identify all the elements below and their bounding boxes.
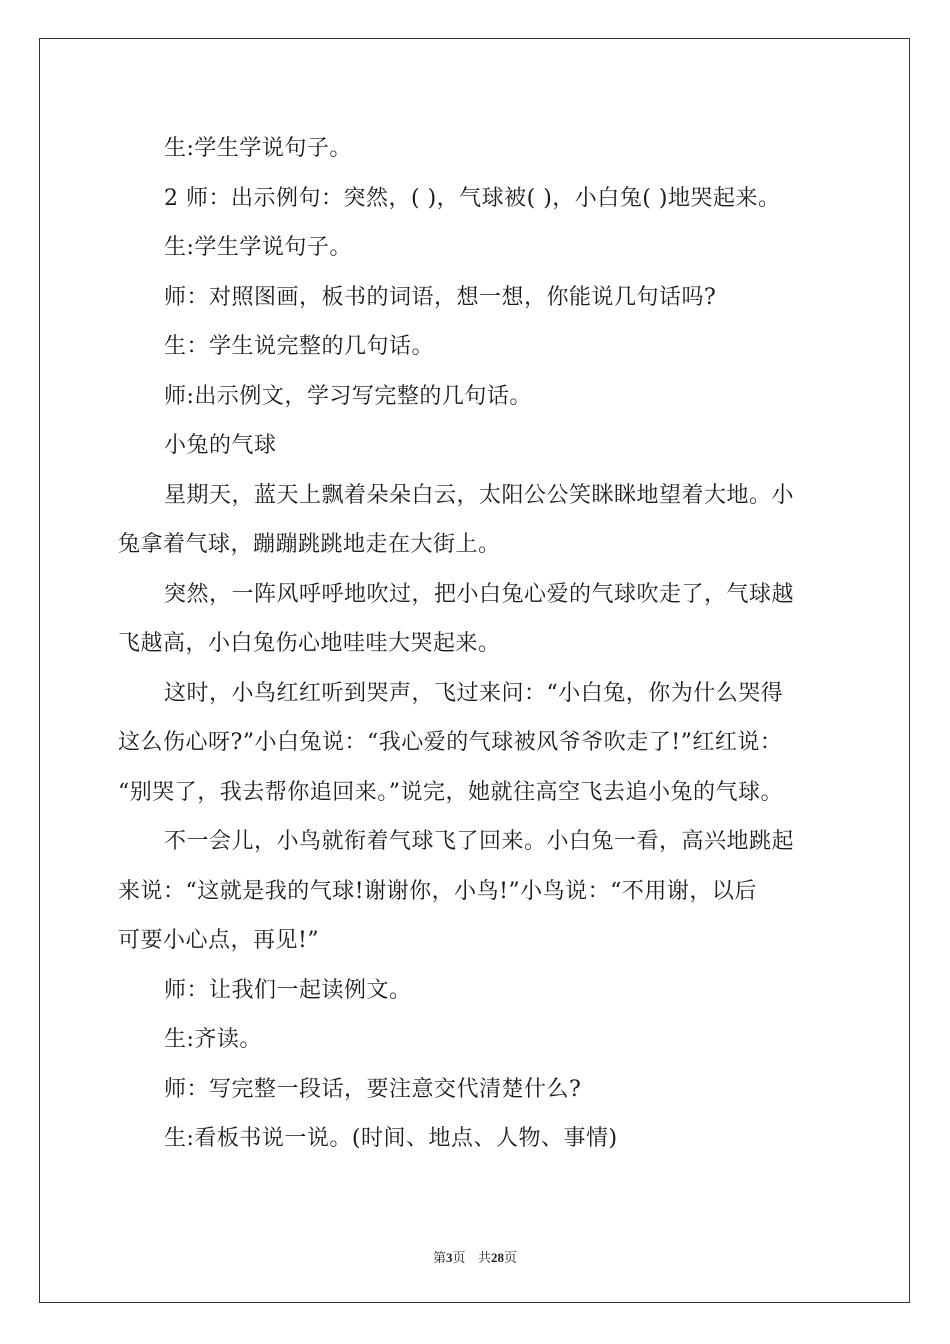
paragraph-line: 来说：“这就是我的气球!谢谢你，小鸟!”小鸟说：“不用谢，以后 — [118, 878, 757, 904]
paragraph-line: 师:出示例文，学习写完整的几句话。 — [164, 383, 532, 409]
paragraph-line: 突然，一阵风呼呼地吹过，把小白兔心爱的气球吹走了，气球越 — [164, 581, 795, 607]
footer-total-pages: 28 — [490, 1250, 504, 1265]
paragraph-line: 生：学生说完整的几句话。 — [164, 334, 435, 359]
paragraph-line: 这么伤心呀?”小白兔说：“我心爱的气球被风爷爷吹走了!”红红说： — [118, 730, 783, 755]
paragraph-line: 师：写完整一段话，要注意交代清楚什么? — [164, 1076, 582, 1102]
paragraph-line: 师：对照图画，板书的词语，想一想，你能说几句话吗? — [164, 284, 717, 310]
paragraph-line: 2 师：出示例句：突然，( )，气球被( )，小白兔( )地哭起来。 — [164, 185, 781, 211]
paragraph-line: 生:学生学说句子。 — [164, 235, 352, 260]
footer-total-suffix: 页 — [503, 1251, 517, 1266]
paragraph-line: 生:齐读。 — [164, 1027, 262, 1052]
paragraph-line: 这时，小鸟红红听到哭声，飞过来问：“小白兔，你为什么哭得 — [164, 680, 784, 706]
paragraph-line: 可要小心点，再见!” — [118, 928, 320, 953]
paragraph-line: 兔拿着气球，蹦蹦跳跳地走在大街上。 — [118, 532, 501, 557]
paragraph-line: 飞越高，小白兔伤心地哇哇大哭起来。 — [118, 631, 501, 656]
paragraph-line: 生:看板书说一说。(时间、地点、人物、事情) — [164, 1126, 618, 1151]
document-body — [118, 124, 838, 1164]
story-title: 小兔的气球 — [164, 433, 277, 458]
paragraph-line: 生:学生学说句子。 — [164, 136, 352, 161]
footer-page-number: 3 — [446, 1250, 453, 1265]
paragraph-line: 星期天，蓝天上飘着朵朵白云，太阳公公笑眯眯地望着大地。小 — [164, 482, 795, 508]
footer-page-suffix: 页 — [452, 1251, 466, 1266]
paragraph-line: 师：让我们一起读例文。 — [164, 977, 412, 1003]
page-footer — [0, 1247, 950, 1266]
footer-page-prefix: 第 — [433, 1251, 447, 1266]
paragraph-line: 不一会儿，小鸟就衔着气球飞了回来。小白兔一看，高兴地跳起 — [164, 829, 795, 854]
paragraph-line: “别哭了，我去帮你追回来。”说完，她就往高空飞去追小兔的气球。 — [118, 779, 783, 805]
footer-total-prefix: 共 — [477, 1251, 491, 1266]
